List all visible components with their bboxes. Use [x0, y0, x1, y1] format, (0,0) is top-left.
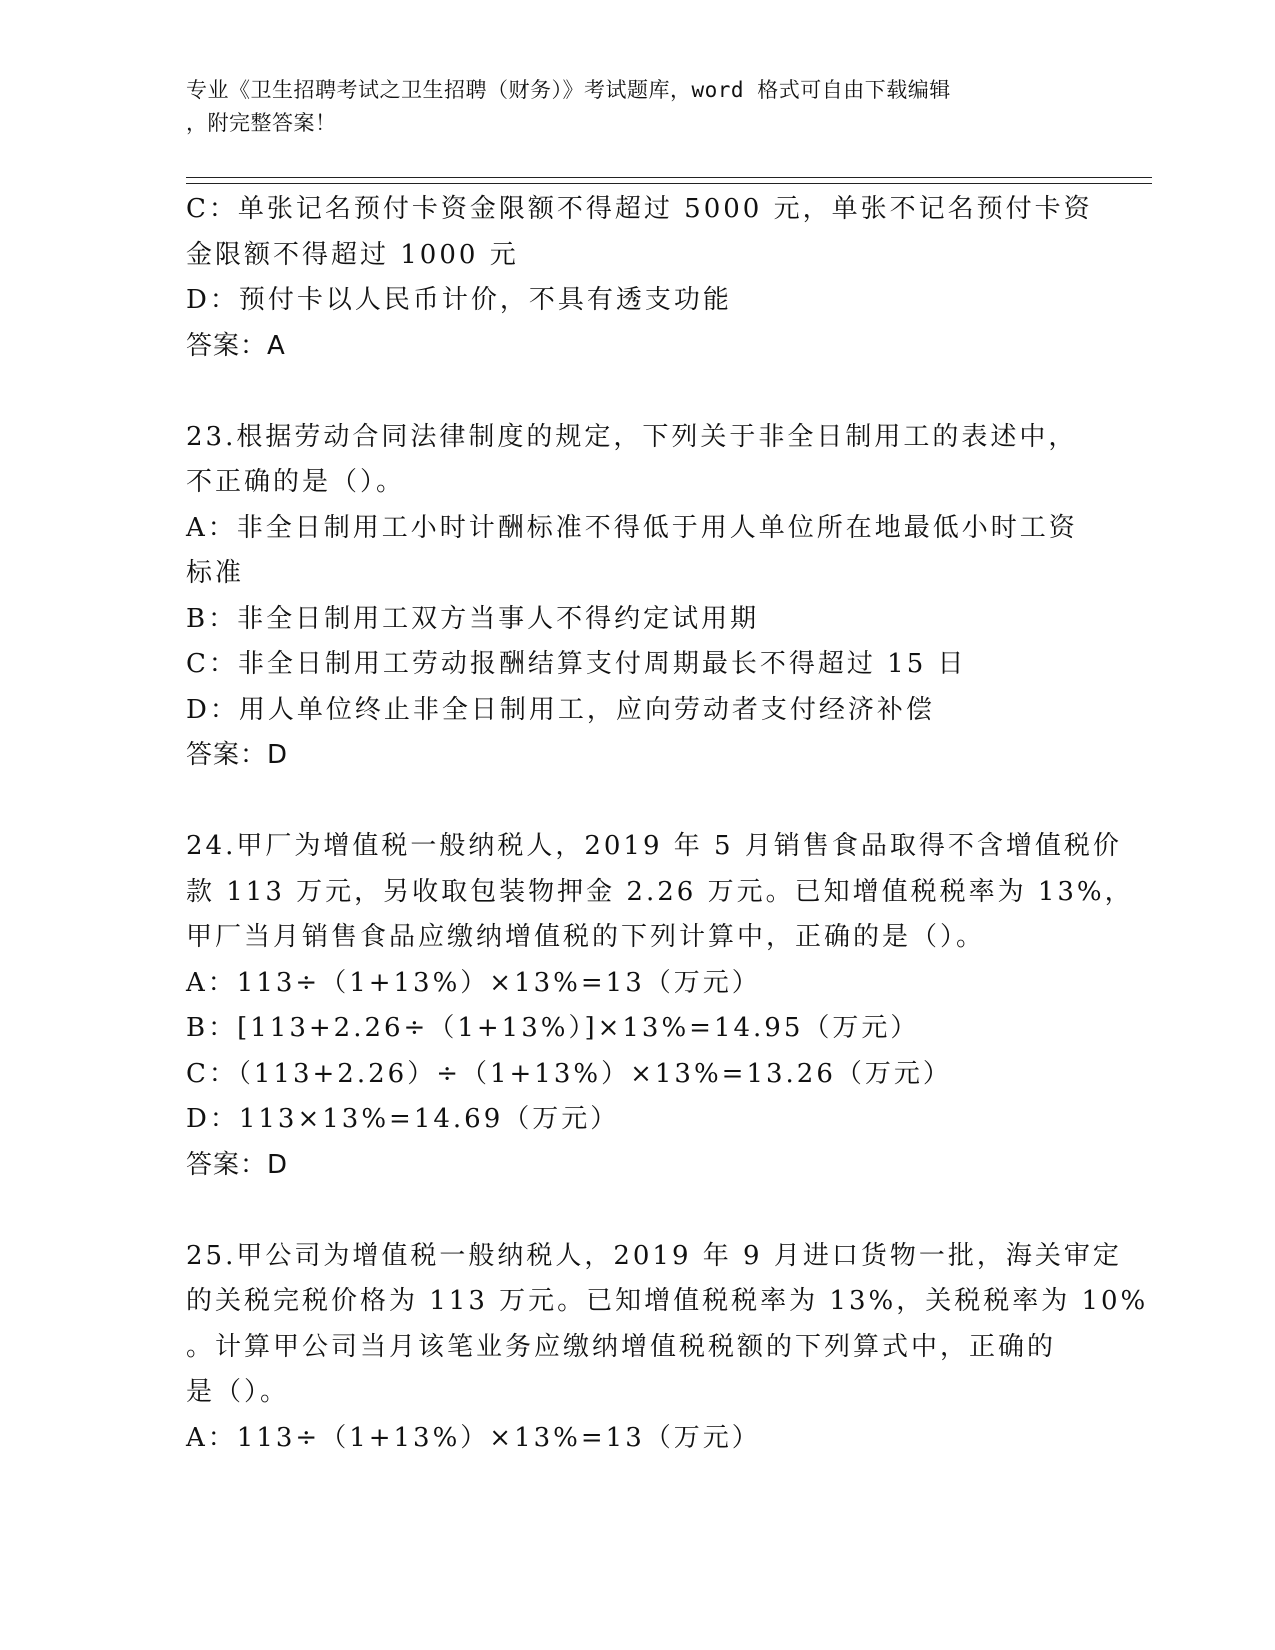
- spacer: [186, 369, 1086, 415]
- q25-stem-line-4: 是（）。: [186, 1377, 290, 1407]
- q23-option-a-line-1: A：非全日制用工小时计酬标准不得低于用人单位所在地最低小时工资: [186, 512, 1078, 543]
- spacer: [186, 1188, 1086, 1234]
- header-line-2: ，附完整答案！: [186, 111, 337, 135]
- header-line-1: 专业《卫生招聘考试之卫生招聘（财务）》考试题库，word 格式可自由下载编辑: [186, 78, 951, 102]
- q24-option-c: C：（113+2.26）÷（1+13%）×13%=13.26（万元）: [186, 1058, 952, 1089]
- q22-answer: 答案：A: [186, 330, 286, 361]
- header-rule-top: [186, 177, 1152, 178]
- q24-option-d: D：113×13%=14.69（万元）: [186, 1104, 620, 1134]
- q24-stem-line-1: 24.甲厂为增值税一般纳税人，2019 年 5 月销售食品取得不含增值税价: [186, 831, 1122, 861]
- q23-option-a-line-2: 标准: [186, 558, 245, 588]
- q25-option-a: A：113÷（1+13%）×13%=13（万元）: [186, 1422, 761, 1453]
- q23-option-b: B：非全日制用工双方当事人不得约定试用期: [186, 603, 760, 634]
- spacer: [186, 779, 1086, 825]
- question-23: [186, 415, 1086, 779]
- q22-option-d: D：预付卡以人民币计价，不具有透支功能: [186, 285, 732, 315]
- header-rule-bottom: [186, 183, 1152, 184]
- q24-option-b: B：[113+2.26÷（1+13%）]×13%=14.95（万元）: [186, 1013, 920, 1043]
- question-22-continued: [186, 187, 1093, 369]
- q24-stem-line-2: 款 113 万元，另收取包装物押金 2.26 万元。已知增值税税率为 13%，: [186, 876, 1134, 907]
- q22-option-c-line-2: 金限额不得超过 1000 元: [186, 239, 519, 270]
- q23-stem-line-2: 不正确的是（）。: [186, 467, 406, 497]
- q23-option-d: D：用人单位终止非全日制用工，应向劳动者支付经济补偿: [186, 694, 935, 725]
- q24-answer: 答案：D: [186, 1149, 289, 1180]
- q25-stem-line-3: 。计算甲公司当月该笔业务应缴纳增值税税额的下列算式中，正确的: [186, 1331, 1057, 1362]
- q23-answer: 答案：D: [186, 740, 289, 770]
- q25-stem-line-1: 25.甲公司为增值税一般纳税人，2019 年 9 月进口货物一批，海关审定: [186, 1240, 1122, 1271]
- q24-option-a: A：113÷（1+13%）×13%=13（万元）: [186, 967, 761, 998]
- q22-option-c-line-1: C：单张记名预付卡资金限额不得超过 5000 元，单张不记名预付卡资: [186, 194, 1093, 224]
- q25-stem-line-2: 的关税完税价格为 113 万元。已知增值税税率为 13%，关税税率为 10%: [186, 1286, 1149, 1316]
- q23-option-c: C：非全日制用工劳动报酬结算支付周期最长不得超过 15 日: [186, 649, 967, 679]
- question-25: [186, 1234, 1149, 1462]
- question-24: [186, 824, 1134, 1188]
- document-body: [186, 187, 1149, 1461]
- q23-stem-line-1: 23.根据劳动合同法律制度的规定，下列关于非全日制用工的表述中，: [186, 421, 1078, 452]
- q24-stem-line-3: 甲厂当月销售食品应缴纳增值税的下列计算中，正确的是（）。: [186, 922, 986, 952]
- document-header: [186, 74, 1066, 140]
